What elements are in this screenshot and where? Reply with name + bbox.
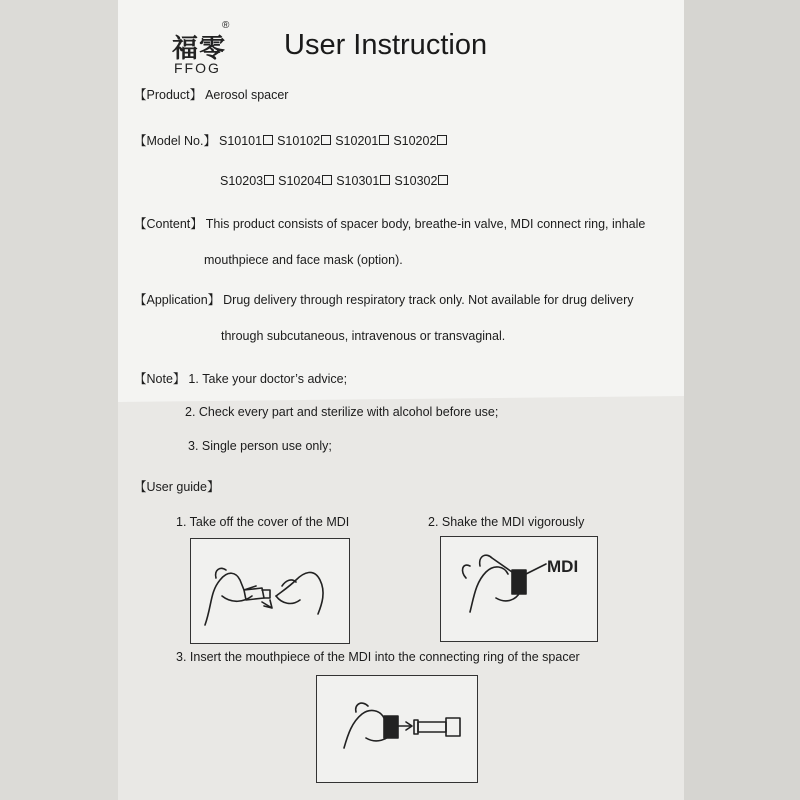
application-label: 【Application】 xyxy=(134,293,221,307)
user-guide-label: 【User guide】 xyxy=(134,480,220,494)
note-item-1: 1. Take your doctor’s advice; xyxy=(188,372,348,386)
application-line-2: through subcutaneous, intravenous or transvaginal. xyxy=(221,329,506,343)
model-code: S10203 xyxy=(220,174,264,188)
registered-mark: ® xyxy=(222,20,230,31)
hand-shake-mdi-icon xyxy=(463,555,546,612)
step-2-caption: 2. Shake the MDI vigorously xyxy=(428,515,585,529)
step-3-caption: 3. Insert the mouthpiece of the MDI into the connecting ring of the spacer xyxy=(176,650,580,664)
model-code: S10202 xyxy=(393,134,437,148)
model-code: S10204 xyxy=(278,174,322,188)
mdi-tag: MDI xyxy=(547,557,579,576)
product-text: Aerosol spacer xyxy=(205,88,289,102)
model-label: 【Model No.】 xyxy=(134,134,216,148)
content-line-2: mouthpiece and face mask (option). xyxy=(204,253,403,267)
note-item-2: 2. Check every part and sterilize with alcohol before use; xyxy=(185,405,499,419)
content-text: This product consists of spacer body, breathe-in valve, MDI connect ring, inhale xyxy=(205,217,646,231)
step-1-caption: 1. Take off the cover of the MDI xyxy=(176,515,350,529)
model-code: S10301 xyxy=(336,174,380,188)
model-code: S10302 xyxy=(394,174,438,188)
model-code: S10201 xyxy=(335,134,379,148)
logo-chinese: 福零 xyxy=(172,34,227,64)
note-item-3: 3. Single person use only; xyxy=(188,439,332,453)
content-label: 【Content】 xyxy=(134,217,203,231)
hand-insert-mdi-icon xyxy=(344,703,460,748)
model-code: S10102 xyxy=(277,134,321,148)
application-text: Drug delivery through respiratory track only. Not available for drug delivery xyxy=(223,293,634,307)
hands-remove-cap-icon xyxy=(205,568,323,625)
product-label: 【Product】 xyxy=(134,88,203,102)
logo-english: FFOG xyxy=(174,60,221,76)
page-title: User Instruction xyxy=(284,29,488,61)
model-code: S10101 xyxy=(218,134,263,148)
note-label: 【Note】 xyxy=(134,372,186,386)
